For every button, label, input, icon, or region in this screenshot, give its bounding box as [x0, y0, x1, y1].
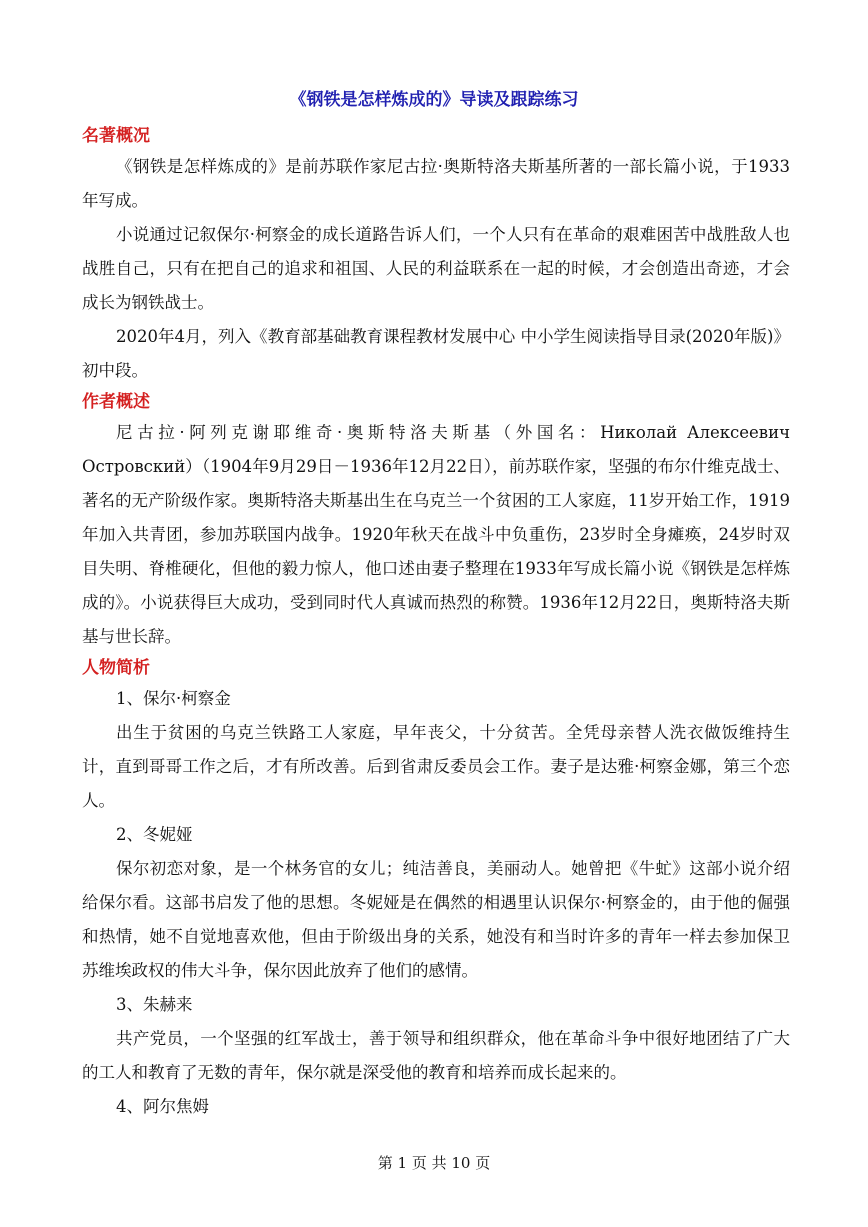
section-heading: 作者概述: [82, 392, 150, 412]
character-description: 出生于贫困的乌克兰铁路工人家庭，早年丧父，十分贫苦。全凭母亲替人洗衣做饭维持生计，直到哥哥工作之后，才有所改善。后到省肃反委员会工作。妻子是达雅·柯察金娜，第三个恋人。: [82, 723, 790, 810]
character-name: 1、保尔·柯察金: [116, 689, 231, 708]
section-author: [82, 388, 790, 654]
section-heading: 名著概况: [82, 126, 150, 146]
character-name: 3、朱赫来: [116, 995, 193, 1014]
document-title: 《钢铁是怎样炼成的》导读及跟踪练习: [289, 90, 579, 110]
document-body: [82, 122, 790, 1124]
paragraph: 《钢铁是怎样炼成的》是前苏联作家尼古拉·奥斯特洛夫斯基所著的一部长篇小说，于1933年写成。: [82, 157, 790, 210]
character-description: 共产党员，一个坚强的红军战士，善于领导和组织群众，他在革命斗争中很好地团结了广大的工人和教育了无数的青年，保尔就是深受他的教育和培养而成长起来的。: [82, 1029, 790, 1082]
section-characters: [82, 654, 790, 1124]
page-footer: 第 1 页 共 10 页: [377, 1154, 491, 1172]
paragraph: 尼古拉·阿列克谢耶维奇·奥斯特洛夫斯基（外国名：Николай Алексеевич Островский）（1904年9月29日－1936年12月22日），前苏联作家，坚强的布尔什维克战士、著名的无产阶级作家。奥斯特洛夫斯基出生在乌克兰一个贫困的工人家庭，11岁开始工作，1919年加入共青团，参加苏联国内战争。1920年秋天在战斗中负重伤，23岁时全身瘫痪，24岁时双目失明、脊椎硬化，但他的毅力惊人，他口述由妻子整理在1933年写成长篇小说《钢铁是怎样炼成的》。小说获得巨大成功，受到同时代人真诚而热烈的称赞。1936年12月22日，奥斯特洛夫斯基与世长辞。: [82, 423, 790, 646]
paragraph: 小说通过记叙保尔·柯察金的成长道路告诉人们，一个人只有在革命的艰难困苦中战胜敌人也战胜自己，只有在把自己的追求和祖国、人民的利益联系在一起的时候，才会创造出奇迹，才会成长为钢铁战士。: [82, 225, 790, 312]
character-name: 2、冬妮娅: [116, 825, 193, 844]
section-heading: 人物简析: [82, 658, 150, 678]
character-name: 4、阿尔焦姆: [116, 1097, 209, 1116]
section-overview: [82, 122, 790, 388]
paragraph: 2020年4月，列入《教育部基础教育课程教材发展中心 中小学生阅读指导目录(2020年版)》初中段。: [82, 327, 790, 380]
character-description: 保尔初恋对象，是一个林务官的女儿；纯洁善良，美丽动人。她曾把《牛虻》这部小说介绍给保尔看。这部书启发了他的思想。冬妮娅是在偶然的相遇里认识保尔·柯察金的，由于他的倔强和热情，她不自觉地喜欢他，但由于阶级出身的关系，她没有和当时许多的青年一样去参加保卫苏维埃政权的伟大斗争，保尔因此放弃了他们的感情。: [82, 859, 790, 980]
